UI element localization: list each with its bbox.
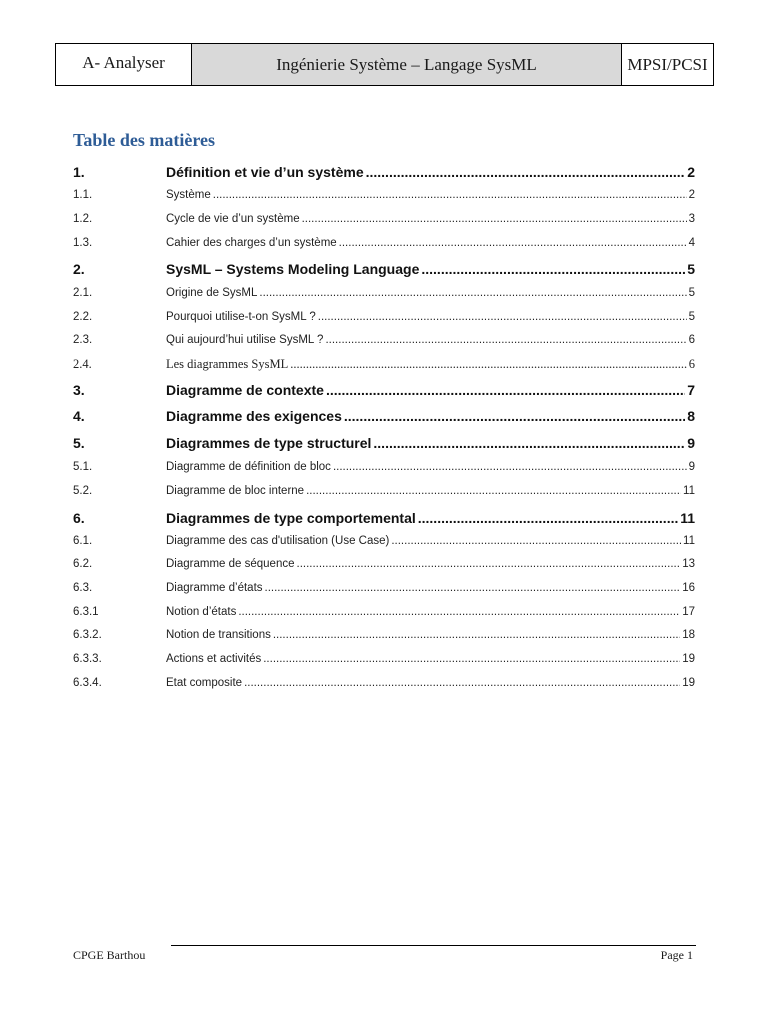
toc-dot-leader xyxy=(325,334,686,346)
toc-entry-page: 6 xyxy=(688,357,695,371)
toc-entry[interactable] xyxy=(73,382,695,398)
toc-entry-page: 9 xyxy=(687,435,695,451)
toc-entry-label: Diagramme des exigences xyxy=(166,408,342,424)
toc-entry-page: 8 xyxy=(687,408,695,424)
toc-entry[interactable] xyxy=(73,213,695,225)
toc-entry-label: Définition et vie d’un système xyxy=(166,164,364,180)
toc-entry-page: 4 xyxy=(688,237,695,249)
toc-entry[interactable] xyxy=(73,485,695,497)
header-class: MPSI/PCSI xyxy=(622,44,713,85)
toc-entry-page: 2 xyxy=(688,189,695,201)
footer-school: CPGE Barthou xyxy=(73,948,146,962)
toc-entry-page: 2 xyxy=(687,164,695,180)
toc-title: Table des matières xyxy=(73,130,215,150)
toc-dot-leader xyxy=(418,510,678,526)
toc-entry-label: Notion de transitions xyxy=(166,629,271,641)
toc-entry-label: Diagramme de définition de bloc xyxy=(166,461,331,473)
toc-entry[interactable] xyxy=(73,287,695,299)
toc-entry-label: Les diagrammes SysML xyxy=(166,357,289,371)
toc-entry-label: Diagramme de contexte xyxy=(166,382,324,398)
toc-entry[interactable] xyxy=(73,164,695,180)
toc-entry[interactable] xyxy=(73,334,695,346)
header-section: A- Analyser xyxy=(56,44,192,85)
toc-entry-number: 6.1. xyxy=(73,535,93,547)
toc-entry-page: 9 xyxy=(688,461,695,473)
toc-entry-label: Diagramme de bloc interne xyxy=(166,485,305,497)
toc-entry-number: 5.1. xyxy=(73,461,93,473)
toc-dot-leader xyxy=(265,582,681,594)
toc-dot-leader xyxy=(391,535,681,547)
toc-entry-label: Cahier des charges d’un système xyxy=(166,237,337,249)
toc-entry-label: Origine de SysML xyxy=(166,287,258,299)
toc-entry[interactable] xyxy=(73,535,695,547)
toc-entry-page: 6 xyxy=(688,334,695,346)
toc-dot-leader xyxy=(339,237,687,249)
footer-page-number: Page 1 xyxy=(660,948,693,962)
toc-entry-page: 7 xyxy=(687,382,695,398)
toc-entry-page: 17 xyxy=(682,606,695,618)
toc-entry-number: 5. xyxy=(73,435,85,451)
header-title: Ingénierie Système – Langage SysML xyxy=(192,44,622,85)
toc-dot-leader xyxy=(421,261,685,277)
toc-entry[interactable] xyxy=(73,677,695,689)
toc-entry-number: 2.3. xyxy=(73,334,93,346)
toc-entry-number: 2. xyxy=(73,261,85,277)
toc-entry-page: 11 xyxy=(683,485,695,497)
toc-entry[interactable] xyxy=(73,261,695,277)
toc-entry-number: 4. xyxy=(73,408,85,424)
toc-dot-leader xyxy=(333,461,687,473)
toc-entry-page: 19 xyxy=(682,653,695,665)
toc-entry-number: 5.2. xyxy=(73,485,93,497)
toc-entry[interactable] xyxy=(73,435,695,451)
toc-entry-page: 19 xyxy=(682,677,695,689)
toc-dot-leader xyxy=(290,357,687,372)
toc-entry-number: 6.2. xyxy=(73,558,93,570)
footer-divider xyxy=(171,945,696,946)
toc-entry-number: 1.1. xyxy=(73,189,93,201)
toc-entry[interactable] xyxy=(73,558,695,570)
toc-entry[interactable] xyxy=(73,510,695,526)
toc-entry-page: 5 xyxy=(688,311,695,323)
toc-entry-page: 11 xyxy=(680,510,695,526)
toc-entry-page: 5 xyxy=(687,261,695,277)
toc-entry-label: Diagramme de séquence xyxy=(166,558,295,570)
toc-entry-label: Diagrammes de type comportemental xyxy=(166,510,416,526)
toc-dot-leader xyxy=(297,558,681,570)
toc-entry-number: 2.2. xyxy=(73,311,93,323)
toc-entry-number: 1. xyxy=(73,164,85,180)
toc-entry[interactable] xyxy=(73,653,695,665)
page-header xyxy=(55,43,714,86)
toc-entry[interactable] xyxy=(73,461,695,473)
toc-dot-leader xyxy=(306,485,681,497)
toc-entry-page: 16 xyxy=(682,582,695,594)
toc-entry-label: Cycle de vie d’un système xyxy=(166,213,300,225)
toc-entry[interactable] xyxy=(73,629,695,641)
toc-dot-leader xyxy=(259,287,686,299)
toc-entry-page: 3 xyxy=(688,213,695,225)
toc-entry-number: 6.3. xyxy=(73,582,93,594)
toc-dot-leader xyxy=(344,408,685,424)
toc-entry[interactable] xyxy=(73,189,695,201)
toc-entry-label: Système xyxy=(166,189,211,201)
toc-entry[interactable] xyxy=(73,311,695,323)
toc-entry-number: 6.3.1 xyxy=(73,606,99,618)
toc-entry-label: Diagramme des cas d'utilisation (Use Case) xyxy=(166,535,390,547)
toc-entry-number: 1.3. xyxy=(73,237,93,249)
toc-dot-leader xyxy=(366,164,686,180)
toc-entry-number: 6.3.4. xyxy=(73,677,102,689)
toc-entry-page: 18 xyxy=(682,629,695,641)
toc-entry-number: 6.3.2. xyxy=(73,629,102,641)
toc-entry-label: Diagramme d’états xyxy=(166,582,263,594)
toc-entry-label: SysML – Systems Modeling Language xyxy=(166,261,420,277)
toc-dot-leader xyxy=(373,435,685,451)
toc-entry-label: Etat composite xyxy=(166,677,243,689)
toc-entry-label: Pourquoi utilise-t-on SysML ? xyxy=(166,311,316,323)
toc-entry-number: 3. xyxy=(73,382,85,398)
toc-entry-label: Notion d’états xyxy=(166,606,237,618)
toc-entry[interactable] xyxy=(73,408,695,424)
toc-dot-leader xyxy=(213,189,687,201)
toc-entry-page: 5 xyxy=(688,287,695,299)
toc-entry-number: 6. xyxy=(73,510,85,526)
toc-dot-leader xyxy=(244,677,680,689)
toc-entry-number: 2.1. xyxy=(73,287,93,299)
toc-dot-leader xyxy=(318,311,687,323)
toc-entry-label: Diagrammes de type structurel xyxy=(166,435,372,451)
toc-entry[interactable] xyxy=(73,582,695,594)
toc-entry[interactable] xyxy=(73,606,695,618)
toc-dot-leader xyxy=(238,606,680,618)
toc-entry[interactable] xyxy=(73,357,695,372)
toc-entry[interactable] xyxy=(73,237,695,249)
toc-entry-page: 13 xyxy=(682,558,695,570)
toc-entry-label: Qui aujourd’hui utilise SysML ? xyxy=(166,334,324,346)
toc-entry-number: 1.2. xyxy=(73,213,93,225)
toc-entry-number: 2.4. xyxy=(73,357,92,371)
toc-dot-leader xyxy=(263,653,680,665)
toc-entry-page: 11 xyxy=(683,535,695,547)
toc-dot-leader xyxy=(326,382,685,398)
toc-entry-number: 6.3.3. xyxy=(73,653,102,665)
toc-dot-leader xyxy=(302,213,687,225)
toc-entry-label: Actions et activités xyxy=(166,653,262,665)
toc-dot-leader xyxy=(273,629,680,641)
